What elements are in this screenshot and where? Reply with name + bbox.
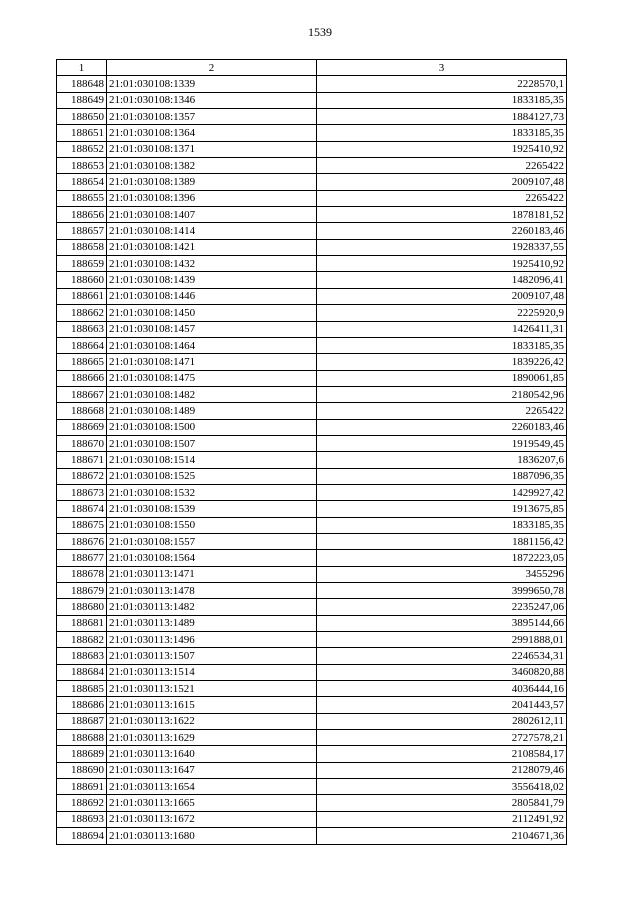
cadastral-number-cell: 21:01:030108:1489 [107,403,317,419]
row-number-cell: 188662 [57,305,107,321]
row-number-cell: 188694 [57,828,107,844]
row-number-cell: 188653 [57,158,107,174]
value-cell: 1426411,31 [317,321,567,337]
table-row [57,190,567,206]
cadastral-number-cell: 21:01:030108:1464 [107,337,317,353]
value-cell: 2104671,36 [317,828,567,844]
cadastral-number-cell: 21:01:030108:1471 [107,354,317,370]
value-cell: 1429927,42 [317,484,567,500]
table-row [57,354,567,370]
row-number-cell: 188686 [57,697,107,713]
table-row [57,125,567,141]
table-row [57,256,567,272]
row-number-cell: 188656 [57,207,107,223]
row-number-cell: 188687 [57,713,107,729]
row-number-cell: 188654 [57,174,107,190]
row-number-cell: 188663 [57,321,107,337]
value-cell: 1913675,85 [317,501,567,517]
cadastral-number-cell: 21:01:030108:1439 [107,272,317,288]
row-number-cell: 188667 [57,386,107,402]
row-number-cell: 188666 [57,370,107,386]
cadastral-number-cell: 21:01:030108:1532 [107,484,317,500]
table-row [57,174,567,190]
row-number-cell: 188657 [57,223,107,239]
value-cell: 1925410,92 [317,141,567,157]
row-number-cell: 188661 [57,288,107,304]
cadastral-number-cell: 21:01:030108:1564 [107,550,317,566]
cadastral-number-cell: 21:01:030113:1672 [107,811,317,827]
value-cell: 2260183,46 [317,223,567,239]
table-row [57,403,567,419]
value-cell: 2009107,48 [317,174,567,190]
cadastral-number-cell: 21:01:030108:1525 [107,468,317,484]
row-number-cell: 188664 [57,337,107,353]
cadastral-number-cell: 21:01:030108:1450 [107,305,317,321]
value-cell: 3455296 [317,566,567,582]
table-row [57,223,567,239]
cadastral-number-cell: 21:01:030108:1514 [107,452,317,468]
row-number-cell: 188673 [57,484,107,500]
cadastral-number-cell: 21:01:030108:1457 [107,321,317,337]
value-cell: 2128079,46 [317,762,567,778]
table-row [57,697,567,713]
cadastral-number-cell: 21:01:030113:1514 [107,664,317,680]
cadastral-number-cell: 21:01:030108:1364 [107,125,317,141]
row-number-cell: 188690 [57,762,107,778]
table-row [57,779,567,795]
row-number-cell: 188652 [57,141,107,157]
value-cell: 1881156,42 [317,533,567,549]
cadastral-number-cell: 21:01:030108:1339 [107,76,317,92]
column-header-1: 1 [57,60,107,76]
value-cell: 1919549,45 [317,435,567,451]
table-row [57,632,567,648]
table-header [57,60,567,76]
table-row [57,435,567,451]
table-row [57,566,567,582]
row-number-cell: 188672 [57,468,107,484]
table-row [57,681,567,697]
table-row [57,615,567,631]
table-row [57,239,567,255]
cadastral-number-cell: 21:01:030108:1557 [107,533,317,549]
cadastral-number-cell: 21:01:030108:1357 [107,109,317,125]
value-cell: 2265422 [317,158,567,174]
cadastral-number-cell: 21:01:030108:1414 [107,223,317,239]
table-row [57,305,567,321]
cadastral-number-cell: 21:01:030108:1407 [107,207,317,223]
cadastral-number-cell: 21:01:030113:1622 [107,713,317,729]
table-row [57,828,567,844]
row-number-cell: 188648 [57,76,107,92]
table-row [57,337,567,353]
row-number-cell: 188692 [57,795,107,811]
table-row [57,109,567,125]
row-number-cell: 188658 [57,239,107,255]
header-row [57,60,567,76]
table-row [57,501,567,517]
value-cell: 2112491,92 [317,811,567,827]
row-number-cell: 188669 [57,419,107,435]
cadastral-number-cell: 21:01:030108:1500 [107,419,317,435]
value-cell: 3556418,02 [317,779,567,795]
row-number-cell: 188683 [57,648,107,664]
value-cell: 3999650,78 [317,583,567,599]
row-number-cell: 188682 [57,632,107,648]
value-cell: 2265422 [317,403,567,419]
value-cell: 2108584,17 [317,746,567,762]
row-number-cell: 188679 [57,583,107,599]
table-row [57,746,567,762]
cadastral-number-cell: 21:01:030113:1629 [107,730,317,746]
value-cell: 2225920,9 [317,305,567,321]
cadastral-number-cell: 21:01:030108:1482 [107,386,317,402]
table-row [57,141,567,157]
value-cell: 2180542,96 [317,386,567,402]
cadastral-number-cell: 21:01:030113:1521 [107,681,317,697]
value-cell: 2727578,21 [317,730,567,746]
table-row [57,599,567,615]
cadastral-number-cell: 21:01:030113:1489 [107,615,317,631]
row-number-cell: 188691 [57,779,107,795]
value-cell: 2991888,01 [317,632,567,648]
value-cell: 1833185,35 [317,92,567,108]
row-number-cell: 188674 [57,501,107,517]
value-cell: 1839226,42 [317,354,567,370]
cadastral-number-cell: 21:01:030113:1471 [107,566,317,582]
table-row [57,92,567,108]
cadastral-number-cell: 21:01:030113:1507 [107,648,317,664]
table-row [57,468,567,484]
value-cell: 1836207,6 [317,452,567,468]
cadastral-number-cell: 21:01:030108:1421 [107,239,317,255]
data-table [56,59,567,845]
row-number-cell: 188677 [57,550,107,566]
page-number: 1539 [308,25,332,39]
value-cell: 1878181,52 [317,207,567,223]
table-row [57,452,567,468]
row-number-cell: 188671 [57,452,107,468]
row-number-cell: 188693 [57,811,107,827]
table-row [57,76,567,92]
cadastral-number-cell: 21:01:030108:1389 [107,174,317,190]
value-cell: 1482096,41 [317,272,567,288]
cadastral-number-cell: 21:01:030113:1640 [107,746,317,762]
cadastral-number-cell: 21:01:030113:1615 [107,697,317,713]
cadastral-number-cell: 21:01:030108:1539 [107,501,317,517]
table-row [57,664,567,680]
column-header-2: 2 [107,60,317,76]
table-row [57,386,567,402]
table-row [57,419,567,435]
table-row [57,158,567,174]
cadastral-number-cell: 21:01:030108:1432 [107,256,317,272]
cadastral-number-cell: 21:01:030113:1680 [107,828,317,844]
value-cell: 1833185,35 [317,517,567,533]
table-body [57,76,567,844]
cadastral-number-cell: 21:01:030113:1665 [107,795,317,811]
row-number-cell: 188665 [57,354,107,370]
table-row [57,648,567,664]
cadastral-number-cell: 21:01:030108:1396 [107,190,317,206]
row-number-cell: 188670 [57,435,107,451]
row-number-cell: 188676 [57,533,107,549]
value-cell: 3460820,88 [317,664,567,680]
table-row [57,583,567,599]
row-number-cell: 188684 [57,664,107,680]
value-cell: 1872223,05 [317,550,567,566]
value-cell: 2802612,11 [317,713,567,729]
cadastral-number-cell: 21:01:030108:1475 [107,370,317,386]
value-cell: 2260183,46 [317,419,567,435]
row-number-cell: 188681 [57,615,107,631]
row-number-cell: 188660 [57,272,107,288]
table-row [57,795,567,811]
table-row [57,484,567,500]
value-cell: 1833185,35 [317,125,567,141]
value-cell: 2246534,31 [317,648,567,664]
cadastral-number-cell: 21:01:030108:1346 [107,92,317,108]
value-cell: 4036444,16 [317,681,567,697]
value-cell: 1833185,35 [317,337,567,353]
table-row [57,811,567,827]
value-cell: 2265422 [317,190,567,206]
value-cell: 2235247,06 [317,599,567,615]
value-cell: 1928337,55 [317,239,567,255]
table-row [57,207,567,223]
value-cell: 1884127,73 [317,109,567,125]
value-cell: 3895144,66 [317,615,567,631]
value-cell: 1887096,35 [317,468,567,484]
table-row [57,288,567,304]
row-number-cell: 188678 [57,566,107,582]
cadastral-number-cell: 21:01:030108:1371 [107,141,317,157]
cadastral-number-cell: 21:01:030113:1482 [107,599,317,615]
cadastral-number-cell: 21:01:030113:1496 [107,632,317,648]
row-number-cell: 188659 [57,256,107,272]
value-cell: 1890061,85 [317,370,567,386]
row-number-cell: 188650 [57,109,107,125]
cadastral-number-cell: 21:01:030108:1550 [107,517,317,533]
table-row [57,321,567,337]
table-row [57,272,567,288]
cadastral-number-cell: 21:01:030108:1507 [107,435,317,451]
value-cell: 2805841,79 [317,795,567,811]
cadastral-number-cell: 21:01:030113:1654 [107,779,317,795]
table-row [57,713,567,729]
row-number-cell: 188688 [57,730,107,746]
value-cell: 2041443,57 [317,697,567,713]
row-number-cell: 188685 [57,681,107,697]
table-row [57,730,567,746]
table-row [57,370,567,386]
cadastral-number-cell: 21:01:030108:1382 [107,158,317,174]
row-number-cell: 188655 [57,190,107,206]
cadastral-number-cell: 21:01:030108:1446 [107,288,317,304]
value-cell: 1925410,92 [317,256,567,272]
row-number-cell: 188651 [57,125,107,141]
cadastral-number-cell: 21:01:030113:1647 [107,762,317,778]
row-number-cell: 188668 [57,403,107,419]
row-number-cell: 188675 [57,517,107,533]
table-row [57,550,567,566]
row-number-cell: 188649 [57,92,107,108]
cadastral-number-cell: 21:01:030113:1478 [107,583,317,599]
table-row [57,533,567,549]
row-number-cell: 188689 [57,746,107,762]
row-number-cell: 188680 [57,599,107,615]
value-cell: 2228570,1 [317,76,567,92]
column-header-3: 3 [317,60,567,76]
table-row [57,762,567,778]
value-cell: 2009107,48 [317,288,567,304]
table-row [57,517,567,533]
